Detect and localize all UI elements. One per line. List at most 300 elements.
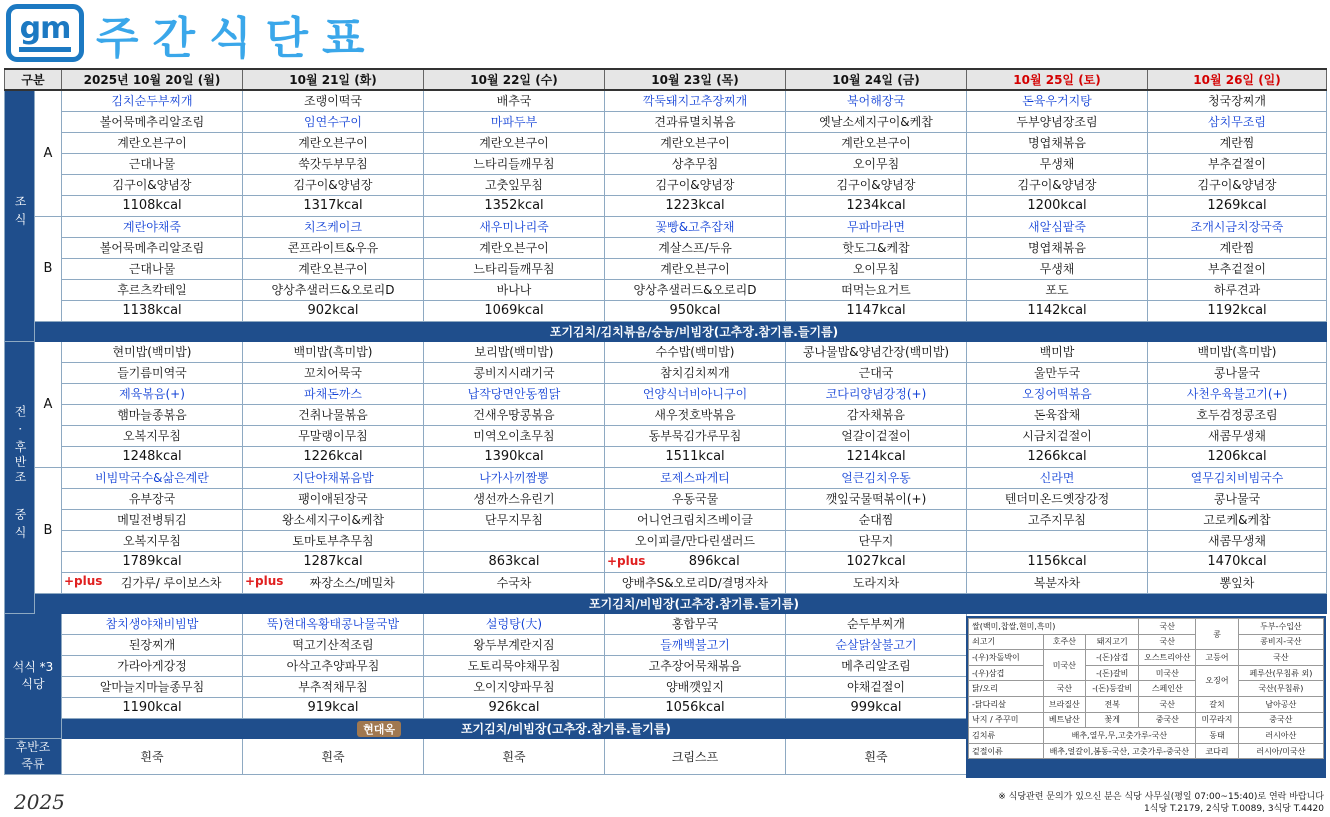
kcal-cell: 1226kcal [243,446,424,467]
plus-cell [243,572,424,593]
porridge-cell: 흰죽 [424,738,605,774]
origin-cell: 닭/오리 [969,681,1044,697]
kcal-cell: 1069kcal [424,300,605,321]
menu-cell: 계란오븐구이 [424,132,605,153]
menu-cell: 오이지양파무침 [424,676,605,697]
menu-cell: 새콤무생채 [1148,530,1327,551]
menu-cell: 알마늘지마늘종무침 [62,676,243,697]
origin-cell: 쌀(백미,찹쌀,현미,흑미) [969,619,1139,635]
origin-cell: -(돈)등갈비 [1086,681,1139,697]
menu-cell: 김구이&양념장 [605,174,786,195]
menu-cell: 콩나물국 [1148,362,1327,383]
kcal-cell: 919kcal [243,697,424,718]
origin-row [969,696,1324,712]
kcal-cell: 1390kcal [424,446,605,467]
section-late-label: 후반조 죽류 [15,740,51,771]
kcal-cell: 1470kcal [1148,551,1327,572]
kcal-cell: 1156kcal [967,551,1148,572]
kcal-cell: 926kcal [424,697,605,718]
kcal-cell: 1190kcal [62,697,243,718]
menu-cell: 볼어묵메추리알조림 [62,111,243,132]
menu-cell: 양상추샐러드&오로리D [605,279,786,300]
origin-cell: 국산(무침류) [1238,681,1323,697]
kcal-cell: 1027kcal [786,551,967,572]
logo-underline [19,47,71,52]
menu-cell: 수수밥(백미밥) [605,341,786,362]
porridge-cell: 흰죽 [243,738,424,774]
menu-cell: 새우미나리죽 [424,216,605,237]
menu-cell: 건취나물볶음 [243,404,424,425]
origin-cell: -(돈)삼겹 [1086,650,1139,666]
menu-cell: 설렁탕(大) [424,613,605,634]
plus-cell: 양배추S&오로리D/결명자차 [605,572,786,593]
contact-note-line2: 1식당 T.2179, 2식당 T.0089, 3식당 T.4420 [1144,804,1324,814]
breakfast-a-kcal-row [5,195,1327,216]
origin-cell: 브라질산 [1043,696,1086,712]
lunch-a-row [5,404,1327,425]
menu-cell: 생선까스유린기 [424,488,605,509]
breakfast-a-row [5,111,1327,132]
menu-cell: 우동국물 [605,488,786,509]
menu-cell: 느타리들깨무침 [424,153,605,174]
lunch-b-kcal-row [5,551,1327,572]
menu-cell: 계살스프/두유 [605,237,786,258]
menu-cell: 마파두부 [424,111,605,132]
menu-cell: 콘프라이트&우유 [243,237,424,258]
menu-cell: 단무지무침 [424,509,605,530]
menu-cell: 조랭이떡국 [243,90,424,111]
menu-cell: 메추리알조림 [786,655,967,676]
kcal-cell: 1142kcal [967,300,1148,321]
kcal-cell: 1138kcal [62,300,243,321]
origin-cell: 미국산 [1043,650,1086,681]
origin-cell: 배추,열무,무,고춧가루-국산 [1043,728,1196,744]
lunch-a-row [5,362,1327,383]
menu-cell: 쑥갓두부무침 [243,153,424,174]
section-lunch [5,341,35,613]
plus-label: +plus [64,574,103,588]
origin-cell: 콩 [1196,619,1239,650]
origin-row [969,665,1324,681]
menu-cell: 새콤무생채 [1148,425,1327,446]
menu-cell: 두부양념장조림 [967,111,1148,132]
menu-cell: 뚝)현대옥황태콩나물국밥 [243,613,424,634]
menu-cell: 느타리들깨무침 [424,258,605,279]
menu-cell: 백미밥(흑미밥) [1148,341,1327,362]
origin-cell: 중국산 [1238,712,1323,728]
origin-cell: 미국산 [1139,665,1196,681]
kcal-cell: 1248kcal [62,446,243,467]
menu-cell: 들기름미역국 [62,362,243,383]
section-lunch-label: 중식 [13,507,27,544]
menu-cell: 순살닭살불고기 [786,634,967,655]
origin-cell: 김치류 [969,728,1044,744]
gm-logo [6,4,84,62]
origin-row [969,634,1324,650]
lunch-a-row [5,383,1327,404]
menu-cell: 명엽채볶음 [967,237,1148,258]
lunch-a-kcal-row [5,446,1327,467]
menu-cell: 순두부찌개 [786,613,967,634]
day-header-sun: 10월 26일 (일) [1148,69,1327,90]
breakfast-a-row [5,153,1327,174]
menu-cell: 양배깻잎지 [605,676,786,697]
kcal-cell: 1317kcal [243,195,424,216]
section-late [5,738,62,774]
plus-item: 짜장소스/메밀차 [309,576,395,590]
menu-cell: 텐더미온드옛장강정 [967,488,1148,509]
menu-cell: 가라아게강정 [62,655,243,676]
porridge-cell: 흰죽 [786,738,967,774]
menu-cell: 호두검정콩조림 [1148,404,1327,425]
menu-cell: 깍둑돼지고추장찌개 [605,90,786,111]
origin-row [969,728,1324,744]
menu-cell: 사천우육불고기(+) [1148,383,1327,404]
menu-cell: 김구이&양념장 [786,174,967,195]
menu-cell: 열무김치비빔국수 [1148,467,1327,488]
lunch-b-row [5,530,1327,551]
plus-label: +plus [607,554,646,568]
menu-cell: 후르츠칵테일 [62,279,243,300]
header [0,0,1330,68]
section-breakfast [5,90,35,341]
plus-cell [62,572,243,593]
origin-row [969,743,1324,759]
day-header-sat: 10월 25일 (토) [967,69,1148,90]
origin-cell: 돼지고기 [1086,634,1139,650]
day-header-tue: 10월 21일 (화) [243,69,424,90]
origin-cell: -(돈)갈비 [1086,665,1139,681]
origin-row [969,712,1324,728]
menu-cell: 고로케&케찹 [1148,509,1327,530]
menu-cell: 하루견과 [1148,279,1327,300]
menu-cell: 언양식너비아니구이 [605,383,786,404]
day-header-mon: 2025년 10월 20일 (월) [62,69,243,90]
menu-cell: 울만두국 [967,362,1148,383]
menu-cell: 참치생야채비빔밥 [62,613,243,634]
origin-cell: 국산 [1139,634,1196,650]
origin-cell: -(우)차돌박이 [969,650,1044,666]
menu-cell: 납작당면안동찜닭 [424,383,605,404]
plus-row [5,572,1327,593]
origin-row [969,619,1324,635]
kcal-cell [605,551,786,572]
breakfast-common-band: 포기김치/김치볶음/숭늉/비빔장(고추장.참기름.들기름) [62,321,1327,341]
menu-cell: 동부묵김가루무침 [605,425,786,446]
menu-cell: 계란오븐구이 [786,132,967,153]
section-breakfast-label: 조식 [13,195,27,232]
plus-item: 김가루/ 루이보스차 [120,576,222,590]
menu-cell: 핫도그&케찹 [786,237,967,258]
plus-label: +plus [245,574,284,588]
sub-breakfast-b: B [35,216,62,321]
menu-cell: 근대나물 [62,153,243,174]
menu-cell: 떠먹는요거트 [786,279,967,300]
menu-cell: 감자채볶음 [786,404,967,425]
kcal-value: 896kcal [688,554,740,569]
menu-cell: 햄마늘종볶음 [62,404,243,425]
kcal-cell: 1223kcal [605,195,786,216]
menu-cell: 미역오이초무침 [424,425,605,446]
kcal-cell: 950kcal [605,300,786,321]
dinner-common-band [62,718,967,738]
menu-cell: 팽이애된장국 [243,488,424,509]
menu-cell: 홍합무국 [605,613,786,634]
origin-cell: 페루산(무침류 외) [1238,665,1323,681]
origin-cell: 베트남산 [1043,712,1086,728]
menu-cell: 어니언크림치즈베이글 [605,509,786,530]
menu-cell: 백미밥 [967,341,1148,362]
menu-cell: 떡고기산적조림 [243,634,424,655]
menu-cell: 오복지무침 [62,530,243,551]
menu-cell: 북어해장국 [786,90,967,111]
menu-cell: 계란야채죽 [62,216,243,237]
menu-cell: 유부장국 [62,488,243,509]
menu-cell: 계란오븐구이 [243,258,424,279]
menu-cell: 메밀전병튀김 [62,509,243,530]
breakfast-a-row [5,90,1327,111]
menu-cell: 제육볶음(+) [62,383,243,404]
kcal-cell: 1234kcal [786,195,967,216]
origin-cell: 국산 [1238,650,1323,666]
origin-panel [966,616,1326,778]
category-header: 구분 [5,69,62,90]
menu-cell: 돈육우거지탕 [967,90,1148,111]
origin-cell: -닭다리살 [969,696,1044,712]
menu-cell: 들깨백불고기 [605,634,786,655]
origin-cell: 남아공산 [1238,696,1323,712]
menu-cell: 된장찌개 [62,634,243,655]
origin-cell: 중국산 [1139,712,1196,728]
menu-cell: 비빔막국수&삶은계란 [62,467,243,488]
menu-cell: 아삭고추양파무침 [243,655,424,676]
menu-cell: 오복지무침 [62,425,243,446]
menu-cell: 김구이&양념장 [1148,174,1327,195]
menu-cell: 콩나물밥&양념간장(백미밥) [786,341,967,362]
menu-cell: 고추장어묵채볶음 [605,655,786,676]
menu-cell: 꽃빵&고추잡채 [605,216,786,237]
kcal-cell: 1287kcal [243,551,424,572]
signature-2025: 2025 [14,790,65,814]
breakfast-b-kcal-row [5,300,1327,321]
menu-cell: 현미밥(백미밥) [62,341,243,362]
band-spacer [35,593,62,613]
menu-cell: 계란찜 [1148,132,1327,153]
menu-cell: 무생채 [967,153,1148,174]
origin-cell: 동태 [1196,728,1239,744]
menu-cell: 지단야채볶음밥 [243,467,424,488]
menu-cell: 돈육잡채 [967,404,1148,425]
origin-cell: 고등어 [1196,650,1239,666]
plus-cell: 도라지차 [786,572,967,593]
menu-cell: 참치김치찌개 [605,362,786,383]
menu-cell: 계란오븐구이 [605,258,786,279]
menu-cell: 청국장찌개 [1148,90,1327,111]
menu-cell: 계란찜 [1148,237,1327,258]
kcal-cell: 863kcal [424,551,605,572]
lunch-a-row [5,341,1327,362]
menu-cell: 콩비지시래기국 [424,362,605,383]
menu-cell: 부추겉절이 [1148,258,1327,279]
menu-cell: 임연수구이 [243,111,424,132]
kcal-cell: 1192kcal [1148,300,1327,321]
menu-cell: 부추겉절이 [1148,153,1327,174]
kcal-cell: 1214kcal [786,446,967,467]
kcal-cell: 999kcal [786,697,967,718]
menu-cell: 근대국 [786,362,967,383]
band-spacer [35,321,62,341]
origin-cell: 두부-수입산 [1238,619,1323,635]
origin-cell: 전복 [1086,696,1139,712]
menu-cell: 치즈케이크 [243,216,424,237]
sub-lunch-b: B [35,467,62,593]
origin-cell: 러시아산 [1238,728,1323,744]
breakfast-band-row [5,321,1327,341]
menu-cell: 신라면 [967,467,1148,488]
menu-cell: 로제스파게티 [605,467,786,488]
origin-cell: 스페인산 [1139,681,1196,697]
menu-cell: 포도 [967,279,1148,300]
section-dinner [5,613,62,738]
menu-cell: 오이무침 [786,153,967,174]
kcal-cell: 1056kcal [605,697,786,718]
menu-cell: 콩나물국 [1148,488,1327,509]
origin-cell: 코다리 [1196,743,1239,759]
breakfast-a-row [5,132,1327,153]
day-header-wed: 10월 22일 (수) [424,69,605,90]
menu-cell: 오이무침 [786,258,967,279]
hyundaeok-logo: 현대옥 [357,721,401,737]
page-title: 주간식단표 [96,13,379,64]
menu-cell: 명엽채볶음 [967,132,1148,153]
porridge-cell: 흰죽 [62,738,243,774]
origin-cell: 꽃게 [1086,712,1139,728]
day-header-fri: 10월 24일 (금) [786,69,967,90]
menu-cell: 건새우땅콩볶음 [424,404,605,425]
origin-cell: 겉절이류 [969,743,1044,759]
menu-cell: 백미밥(흑미밥) [243,341,424,362]
menu-cell: 상추무침 [605,153,786,174]
menu-cell: 조개시금치장국죽 [1148,216,1327,237]
origin-cell: 콩비지-국산 [1238,634,1323,650]
lunch-band-row [5,593,1327,613]
origin-row [969,681,1324,697]
menu-cell [424,530,605,551]
menu-cell: 무말랭이무침 [243,425,424,446]
origin-cell: 오스트리아산 [1139,650,1196,666]
menu-cell: 시금치겉절이 [967,425,1148,446]
kcal-cell: 1352kcal [424,195,605,216]
origin-cell: 낙지 / 주꾸미 [969,712,1044,728]
menu-cell: 새알심팥죽 [967,216,1148,237]
menu-cell: 순대찜 [786,509,967,530]
kcal-cell: 1789kcal [62,551,243,572]
origin-cell: 국산 [1139,696,1196,712]
menu-cell: 김치순두부찌개 [62,90,243,111]
section-lunch-side: 전 · 후반조 [13,405,27,486]
contact-note [998,791,1324,815]
menu-cell: 견과류멸치볶음 [605,111,786,132]
plus-cell: 뽕잎차 [1148,572,1327,593]
menu-cell [967,530,1148,551]
origin-cell: 갈치 [1196,696,1239,712]
menu-cell: 바나나 [424,279,605,300]
porridge-cell: 크림스프 [605,738,786,774]
menu-cell: 오징어떡볶음 [967,383,1148,404]
origin-cell: 호주산 [1043,634,1086,650]
menu-cell: 배추국 [424,90,605,111]
origin-cell: 미꾸라지 [1196,712,1239,728]
section-dinner-label: 석식 *3식당 [12,659,54,691]
menu-cell: 볼어묵메추리알조림 [62,237,243,258]
kcal-cell: 1206kcal [1148,446,1327,467]
contact-note-line1: ※ 식당관련 문의가 있으신 분은 식당 사무실(평일 07:00~15:40)로 연락 바랍니다 [998,792,1324,802]
breakfast-b-row [5,216,1327,237]
breakfast-a-row [5,174,1327,195]
breakfast-b-row [5,237,1327,258]
menu-cell: 근대나물 [62,258,243,279]
menu-cell: 부추적채무침 [243,676,424,697]
kcal-cell: 1147kcal [786,300,967,321]
sub-lunch-a: A [35,341,62,467]
breakfast-b-row [5,279,1327,300]
lunch-b-row [5,488,1327,509]
header-row [5,69,1327,90]
menu-cell: 계란오븐구이 [62,132,243,153]
origin-cell: 배추,얼갈이,봄동-국산, 고춧가루-중국산 [1043,743,1196,759]
sub-breakfast-a: A [35,90,62,216]
origin-row [969,650,1324,666]
origin-cell: -(우)삼겹 [969,665,1044,681]
menu-cell: 새우젓호박볶음 [605,404,786,425]
menu-cell: 도토리묵야채무침 [424,655,605,676]
origin-cell: 국산 [1043,681,1086,697]
menu-cell: 얼갈이겉절이 [786,425,967,446]
menu-cell: 오이피클/만다린샐러드 [605,530,786,551]
menu-cell: 무파마라면 [786,216,967,237]
lunch-common-band: 포기김치/비빔장(고추장.참기름.들기름) [62,593,1327,613]
menu-cell: 김구이&양념장 [967,174,1148,195]
logo-text: gm [19,11,71,46]
origin-table [968,618,1324,759]
menu-cell: 김구이&양념장 [243,174,424,195]
menu-cell: 깻잎국물떡볶이(+) [786,488,967,509]
plus-cell: 수국차 [424,572,605,593]
breakfast-b-row [5,258,1327,279]
menu-cell: 옛날소세지구이&케찹 [786,111,967,132]
menu-cell: 양상추샐러드&오로리D [243,279,424,300]
lunch-b-row [5,467,1327,488]
menu-cell: 단무지 [786,530,967,551]
kcal-cell: 1511kcal [605,446,786,467]
menu-cell: 보리밥(백미밥) [424,341,605,362]
kcal-cell: 902kcal [243,300,424,321]
origin-cell: 쇠고기 [969,634,1044,650]
menu-cell: 고주지무침 [967,509,1148,530]
menu-cell: 삼치무조림 [1148,111,1327,132]
dinner-band-text: 포기김치/비빔장(고추장.참기름.들기름) [460,721,671,736]
menu-cell: 무생채 [967,258,1148,279]
menu-cell: 꼬치어묵국 [243,362,424,383]
menu-cell: 얼큰김치우동 [786,467,967,488]
menu-cell: 왕두부계란지짐 [424,634,605,655]
menu-cell: 파채돈까스 [243,383,424,404]
menu-cell: 코다리양념강정(+) [786,383,967,404]
menu-cell: 계란오븐구이 [243,132,424,153]
menu-cell: 고춧잎무침 [424,174,605,195]
day-header-thu: 10월 23일 (목) [605,69,786,90]
menu-cell: 야채겉절이 [786,676,967,697]
